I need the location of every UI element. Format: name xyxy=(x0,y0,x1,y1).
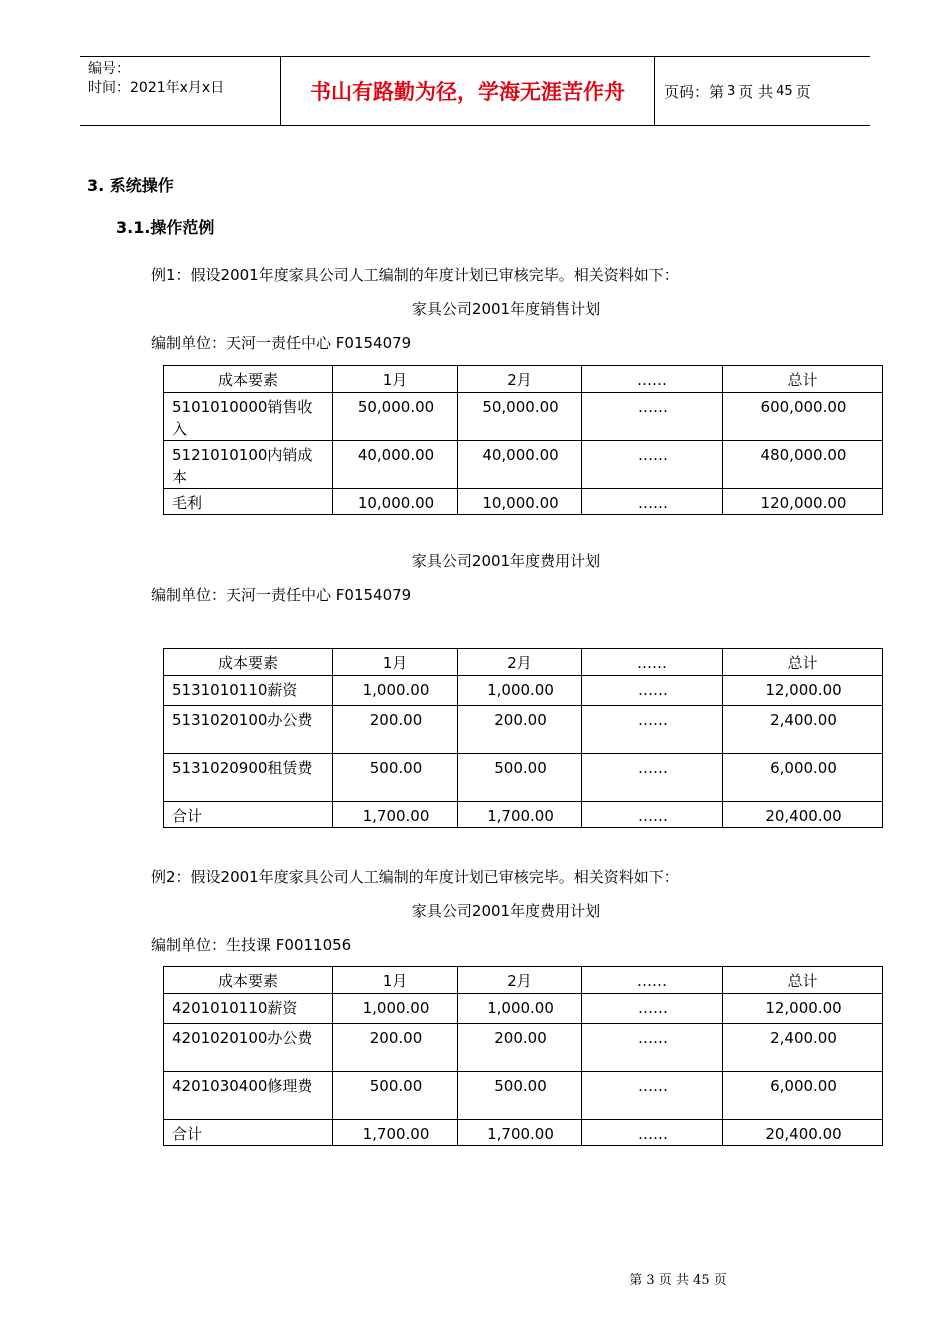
footer-middle: 页 共 xyxy=(658,1273,689,1288)
page-prefix: 页码：第 xyxy=(664,82,725,101)
table-header-cell: …… xyxy=(582,649,723,676)
table-header-cell: 2月 xyxy=(458,649,582,676)
cost-element-cell: 5131010110薪资 xyxy=(164,676,333,706)
table-row xyxy=(164,1024,883,1072)
table-cell: 12,000.00 xyxy=(723,994,883,1024)
example2-intro: 例2：假设2001年度家具公司人工编制的年度计划已审核完毕。相关资料如下： xyxy=(151,868,679,886)
table-row xyxy=(164,994,883,1024)
cost-element-cell: 5101010000销售收入 xyxy=(164,393,333,441)
table-header-cell: 1月 xyxy=(333,967,458,994)
table-cell: 10,000.00 xyxy=(458,489,582,515)
table-header-cell: 成本要素 xyxy=(164,649,333,676)
table-cell: 1,700.00 xyxy=(333,1120,458,1146)
table-cell: 600,000.00 xyxy=(723,393,883,441)
table-cell: 200.00 xyxy=(458,1024,582,1072)
sales-plan-title: 家具公司2001年度销售计划 xyxy=(411,300,601,318)
table-row xyxy=(164,754,883,802)
page-footer xyxy=(0,1269,950,1288)
table-cell: 480,000.00 xyxy=(723,441,883,489)
table-header-cell: 1月 xyxy=(333,366,458,393)
table-header-cell: 2月 xyxy=(458,366,582,393)
expense-plan-title-2: 家具公司2001年度费用计划 xyxy=(411,902,601,920)
header-page-info xyxy=(664,57,811,125)
table-cell: 500.00 xyxy=(333,1072,458,1120)
table-header-row xyxy=(164,967,883,994)
page-current: 3 xyxy=(727,83,736,99)
table-cell: 500.00 xyxy=(458,1072,582,1120)
example1-intro: 例1：假设2001年度家具公司人工编制的年度计划已审核完毕。相关资料如下： xyxy=(151,266,679,284)
table-row xyxy=(164,676,883,706)
table-cell: …… xyxy=(582,994,723,1024)
table-cell: 500.00 xyxy=(458,754,582,802)
table-header-cell: 1月 xyxy=(333,649,458,676)
cost-element-cell: 5121010100内销成本 xyxy=(164,441,333,489)
table-cell: 50,000.00 xyxy=(333,393,458,441)
table-header-cell: …… xyxy=(582,967,723,994)
expense-plan-unit-2: 编制单位：生技课 F0011056 xyxy=(151,936,352,954)
table-header-row xyxy=(164,366,883,393)
table-cell: 1,000.00 xyxy=(458,676,582,706)
table-cell: 10,000.00 xyxy=(333,489,458,515)
table-cell: …… xyxy=(582,706,723,754)
header-motto: 书山有路勤为径，学海无涯苦作舟 xyxy=(310,79,625,104)
cost-element-cell: 4201020100办公费 xyxy=(164,1024,333,1072)
table-cell: …… xyxy=(582,1072,723,1120)
table-cell: 1,700.00 xyxy=(458,802,582,828)
table-cell: 20,400.00 xyxy=(723,1120,883,1146)
table-row xyxy=(164,802,883,828)
footer-current: 3 xyxy=(646,1273,655,1288)
table-header-cell: 成本要素 xyxy=(164,366,333,393)
table-cell: 6,000.00 xyxy=(723,754,883,802)
cost-element-cell: 4201010110薪资 xyxy=(164,994,333,1024)
header-meta xyxy=(88,60,280,98)
table-header-cell: 2月 xyxy=(458,967,582,994)
table-cell: 1,700.00 xyxy=(458,1120,582,1146)
table-cell: 2,400.00 xyxy=(723,1024,883,1072)
table-row xyxy=(164,393,883,441)
table-cell: 200.00 xyxy=(458,706,582,754)
page-header xyxy=(80,56,870,126)
table-row xyxy=(164,1120,883,1146)
table-header-row xyxy=(164,649,883,676)
table-cell: 12,000.00 xyxy=(723,676,883,706)
table-header-cell: …… xyxy=(582,366,723,393)
table-cell: 6,000.00 xyxy=(723,1072,883,1120)
section-heading: 3. 系统操作 xyxy=(87,176,174,195)
cost-element-cell: 5131020100办公费 xyxy=(164,706,333,754)
table-cell: 2,400.00 xyxy=(723,706,883,754)
table-cell: …… xyxy=(582,676,723,706)
table-cell: 200.00 xyxy=(333,1024,458,1072)
table-header-cell: 成本要素 xyxy=(164,967,333,994)
table-cell: …… xyxy=(582,441,723,489)
page-total: 45 xyxy=(776,83,793,99)
sales-plan-unit: 编制单位：天河一责任中心 F0154079 xyxy=(151,334,412,352)
footer-suffix: 页 xyxy=(713,1273,727,1288)
table-cell: 500.00 xyxy=(333,754,458,802)
expense-plan-title: 家具公司2001年度费用计划 xyxy=(411,552,601,570)
cost-element-cell: 4201030400修理费 xyxy=(164,1072,333,1120)
expense-plan-table-1 xyxy=(163,648,883,828)
table-cell: 1,000.00 xyxy=(333,994,458,1024)
serial-label: 编号： xyxy=(88,61,130,77)
cost-element-cell: 5131020900租赁费 xyxy=(164,754,333,802)
table-cell: …… xyxy=(582,1120,723,1146)
table-row xyxy=(164,441,883,489)
table-cell: …… xyxy=(582,1024,723,1072)
table-cell: 50,000.00 xyxy=(458,393,582,441)
table-cell: 40,000.00 xyxy=(333,441,458,489)
table-cell: 120,000.00 xyxy=(723,489,883,515)
table-row xyxy=(164,489,883,515)
header-divider xyxy=(654,57,655,125)
table-cell: …… xyxy=(582,754,723,802)
footer-prefix: 第 xyxy=(629,1273,643,1288)
subsection-heading: 3.1.操作范例 xyxy=(116,218,215,237)
table-row xyxy=(164,1072,883,1120)
table-row xyxy=(164,706,883,754)
cost-element-cell: 合计 xyxy=(164,802,333,828)
expense-plan-unit: 编制单位：天河一责任中心 F0154079 xyxy=(151,586,412,604)
table-header-cell: 总计 xyxy=(723,366,883,393)
cost-element-cell: 合计 xyxy=(164,1120,333,1146)
sales-plan-table xyxy=(163,365,883,515)
page-middle: 页 共 xyxy=(738,82,774,101)
table-cell: 200.00 xyxy=(333,706,458,754)
table-cell: 1,000.00 xyxy=(458,994,582,1024)
footer-total: 45 xyxy=(693,1273,710,1288)
table-cell: …… xyxy=(582,802,723,828)
table-cell: 20,400.00 xyxy=(723,802,883,828)
table-header-cell: 总计 xyxy=(723,649,883,676)
table-cell: 1,000.00 xyxy=(333,676,458,706)
table-cell: …… xyxy=(582,393,723,441)
cost-element-cell: 毛利 xyxy=(164,489,333,515)
table-cell: …… xyxy=(582,489,723,515)
table-cell: 40,000.00 xyxy=(458,441,582,489)
expense-plan-table-2 xyxy=(163,966,883,1146)
table-cell: 1,700.00 xyxy=(333,802,458,828)
time-label: 时间：2021年x月x日 xyxy=(88,80,225,96)
table-header-cell: 总计 xyxy=(723,967,883,994)
page-suffix: 页 xyxy=(795,82,811,101)
